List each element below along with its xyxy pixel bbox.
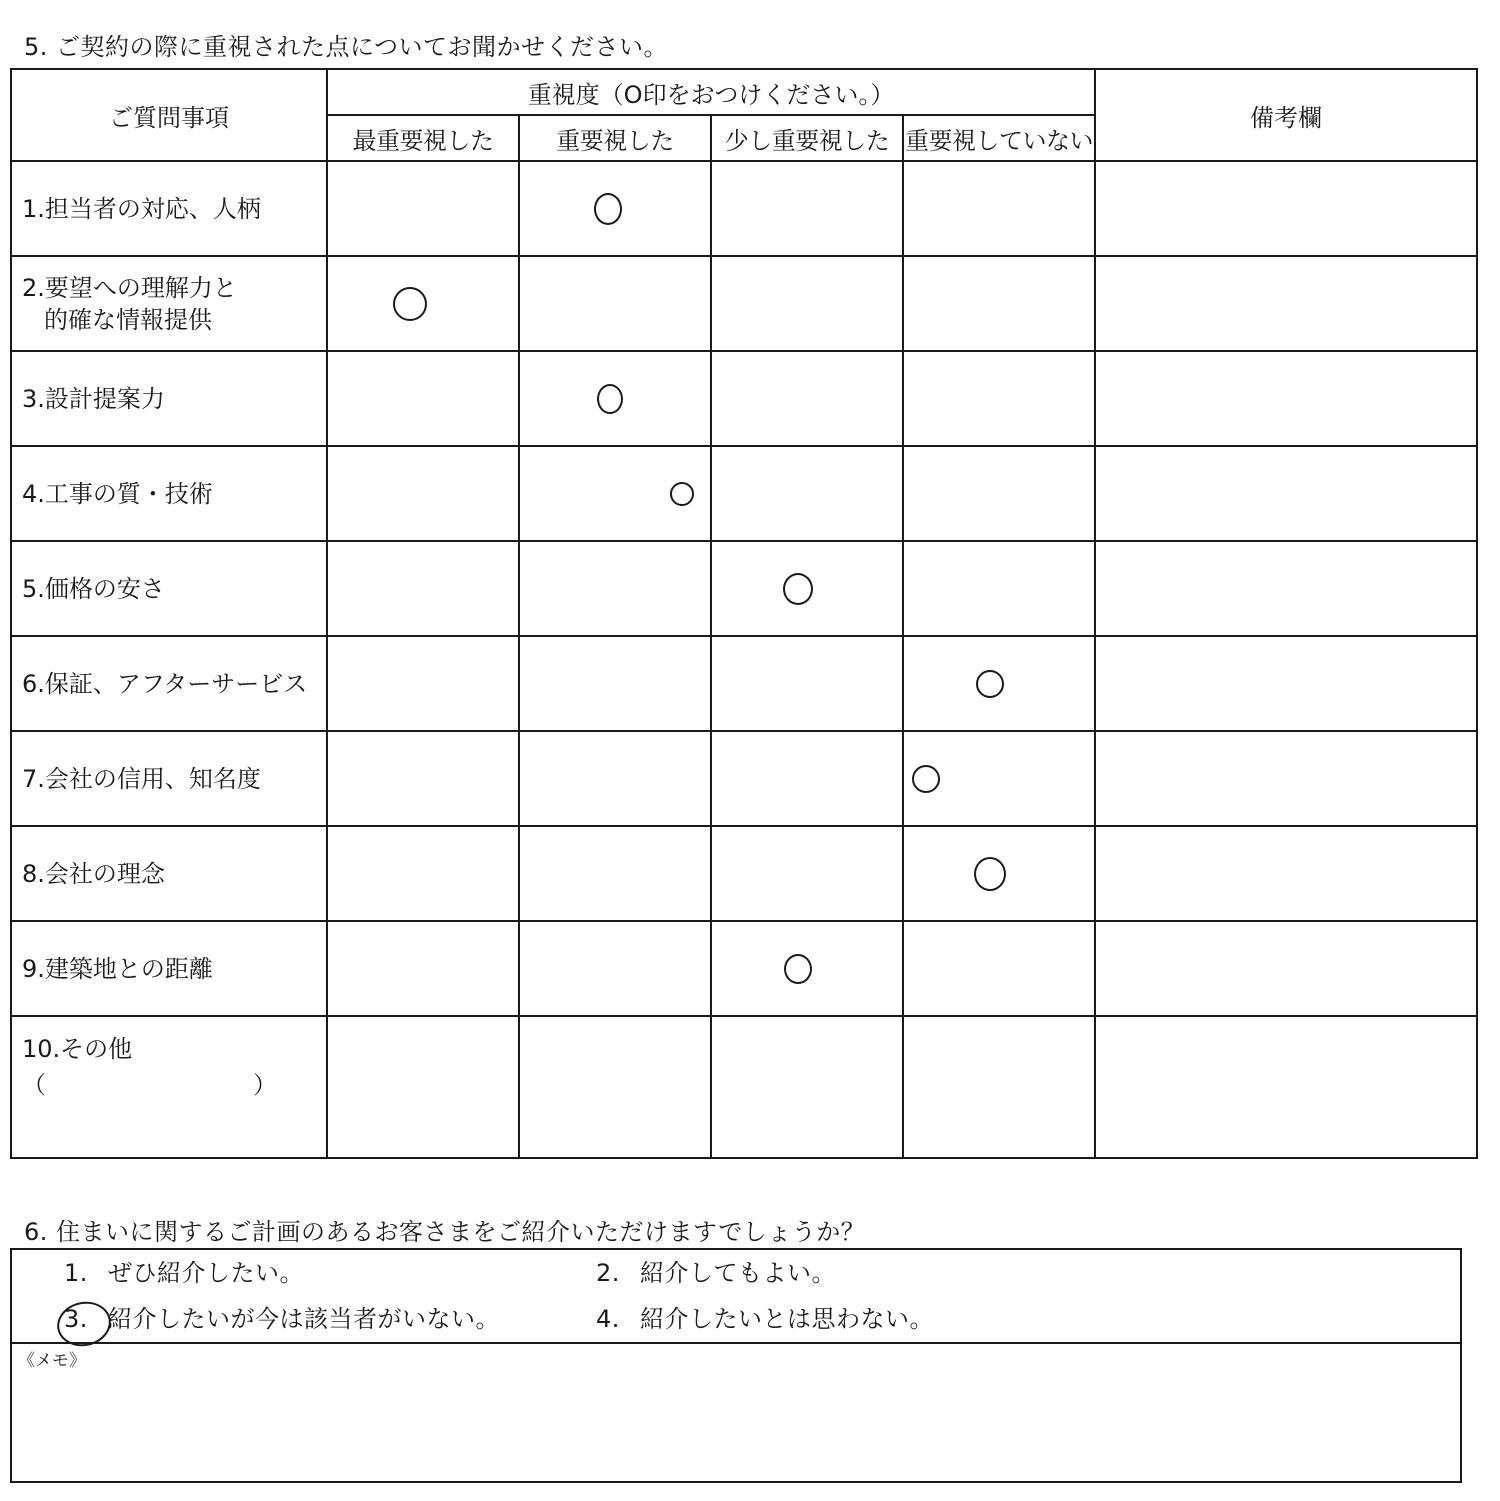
level-cell[interactable] [711, 731, 903, 826]
level-cell[interactable] [327, 1016, 519, 1158]
remarks-cell[interactable] [1095, 256, 1477, 351]
level-cell[interactable] [711, 161, 903, 256]
circle-mark [670, 482, 694, 506]
level-cell[interactable] [327, 161, 519, 256]
remarks-cell[interactable] [1095, 921, 1477, 1016]
circle-mark [597, 384, 623, 414]
table-row [11, 826, 1477, 921]
item-label: 7.会社の信用、知名度 [11, 731, 327, 826]
level-cell[interactable] [327, 826, 519, 921]
circle-mark [594, 193, 622, 225]
level-cell[interactable] [519, 161, 711, 256]
remarks-column-header: 備考欄 [1095, 69, 1477, 161]
item-label: 5.価格の安さ [11, 541, 327, 636]
level-cell[interactable] [519, 731, 711, 826]
level-cell[interactable] [903, 731, 1095, 826]
level-cell[interactable] [711, 636, 903, 731]
level-cell[interactable] [519, 351, 711, 446]
item-label: 1.担当者の対応、人柄 [11, 161, 327, 256]
level-cell[interactable] [711, 351, 903, 446]
level-cell[interactable] [903, 1016, 1095, 1158]
item-label: 3.設計提案力 [11, 351, 327, 446]
circle-mark [912, 765, 940, 793]
importance-table [10, 68, 1478, 1159]
level-cell[interactable] [327, 256, 519, 351]
table-row [11, 161, 1477, 256]
circle-mark [974, 857, 1006, 891]
item-label: 4.工事の質・技術 [11, 446, 327, 541]
table-row [11, 446, 1477, 541]
level-cell[interactable] [327, 921, 519, 1016]
circle-mark [393, 287, 427, 321]
remarks-cell[interactable] [1095, 636, 1477, 731]
level-cell[interactable] [327, 731, 519, 826]
referral-box [10, 1248, 1462, 1483]
level-cell[interactable] [327, 541, 519, 636]
level-cell[interactable] [711, 1016, 903, 1158]
level-cell[interactable] [519, 446, 711, 541]
level-cell[interactable] [519, 921, 711, 1016]
level-cell[interactable] [519, 256, 711, 351]
item-label: 8.会社の理念 [11, 826, 327, 921]
level-cell[interactable] [711, 826, 903, 921]
level-header-not-important: 重要視していない [903, 115, 1095, 161]
level-header-somewhat-important: 少し重要視した [711, 115, 903, 161]
table-row [11, 256, 1477, 351]
level-cell[interactable] [519, 1016, 711, 1158]
remarks-cell[interactable] [1095, 826, 1477, 921]
table-row [11, 636, 1477, 731]
circle-mark [783, 573, 813, 605]
level-cell[interactable] [903, 351, 1095, 446]
level-cell[interactable] [903, 446, 1095, 541]
level-cell[interactable] [903, 161, 1095, 256]
level-cell[interactable] [711, 541, 903, 636]
option-1[interactable]: 1. ぜひ紹介したい。 [64, 1259, 304, 1287]
item-label: 10.その他 （ ） [11, 1016, 327, 1158]
option-3[interactable]: 3. 紹介したいが今は該当者がいない。 [64, 1305, 500, 1333]
level-cell[interactable] [903, 541, 1095, 636]
option-4[interactable]: 4. 紹介したいとは思わない。 [596, 1305, 934, 1333]
memo-divider [12, 1342, 1460, 1344]
level-cell[interactable] [903, 636, 1095, 731]
other-paren: （ ） [22, 1071, 277, 1099]
table-row [11, 541, 1477, 636]
remarks-cell[interactable] [1095, 731, 1477, 826]
level-header-most-important: 最重要視した [327, 115, 519, 161]
level-header-important: 重要視した [519, 115, 711, 161]
question-column-header: ご質問事項 [11, 69, 327, 161]
circle-mark [976, 670, 1004, 698]
table-row [11, 1016, 1477, 1158]
level-cell[interactable] [519, 541, 711, 636]
level-cell[interactable] [519, 636, 711, 731]
option-2[interactable]: 2. 紹介してもよい。 [596, 1259, 836, 1287]
question-5-title: 5. ご契約の際に重視された点についてお聞かせください。 [24, 33, 669, 61]
level-cell[interactable] [711, 446, 903, 541]
remarks-cell[interactable] [1095, 351, 1477, 446]
item-label: 9.建築地との距離 [11, 921, 327, 1016]
item-label: 6.保証、アフターサービス [11, 636, 327, 731]
level-cell[interactable] [327, 351, 519, 446]
level-cell[interactable] [519, 826, 711, 921]
remarks-cell[interactable] [1095, 1016, 1477, 1158]
importance-group-header: 重視度（O印をおつけください。） [327, 69, 1095, 115]
level-cell[interactable] [903, 921, 1095, 1016]
remarks-cell[interactable] [1095, 161, 1477, 256]
question-6-title: 6. 住まいに関するご計画のあるお客さまをご紹介いただけますでしょうか？ [24, 1217, 865, 1249]
level-cell[interactable] [903, 256, 1095, 351]
level-cell[interactable] [327, 446, 519, 541]
table-row [11, 921, 1477, 1016]
level-cell[interactable] [327, 636, 519, 731]
table-row [11, 351, 1477, 446]
remarks-cell[interactable] [1095, 446, 1477, 541]
level-cell[interactable] [903, 826, 1095, 921]
table-row [11, 731, 1477, 826]
remarks-cell[interactable] [1095, 541, 1477, 636]
circle-mark [784, 954, 812, 984]
item-label: 2.要望への理解力と 的確な情報提供 [11, 256, 327, 351]
memo-label: 《メモ》 [18, 1351, 86, 1371]
level-cell[interactable] [711, 256, 903, 351]
level-cell[interactable] [711, 921, 903, 1016]
